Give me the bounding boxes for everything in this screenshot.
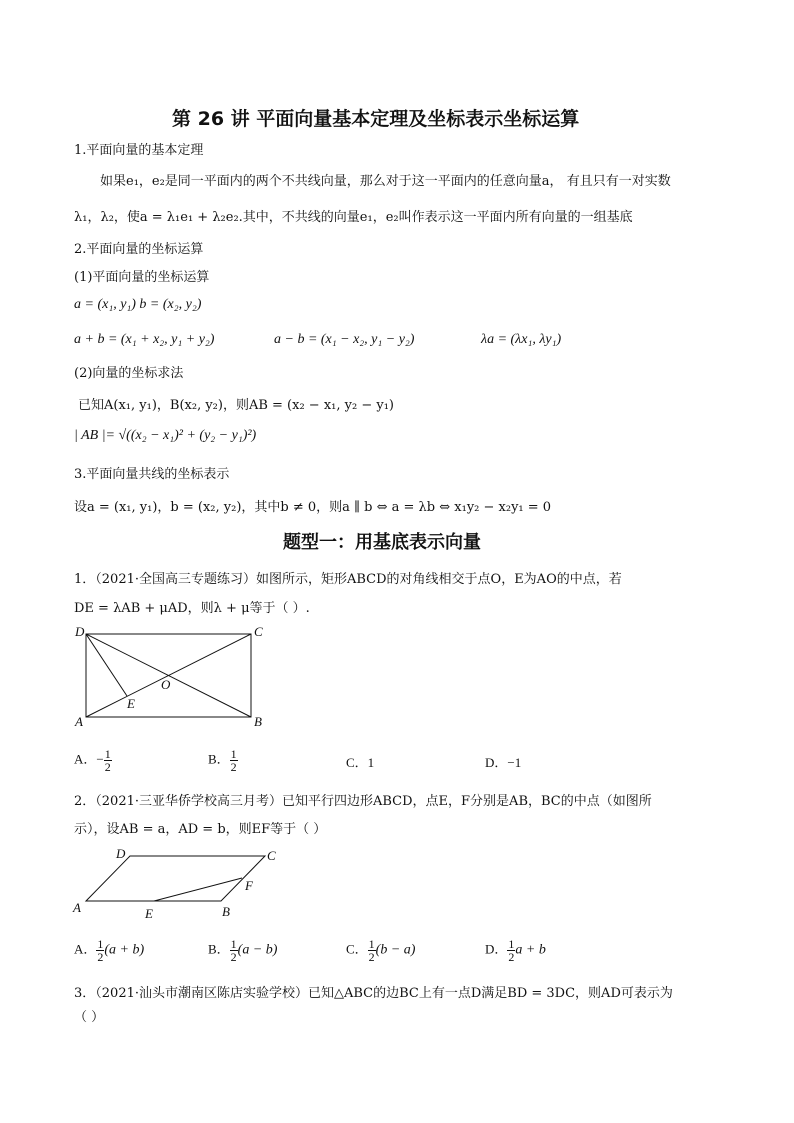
fig1-label-b: B [254, 714, 262, 729]
section-2-sub-1: (1)平面向量的坐标运算 [74, 270, 210, 285]
section-3-title: 3.平面向量共线的坐标表示 [74, 467, 230, 482]
fig1-label-e: E [127, 696, 135, 711]
fig2-label-d: D [116, 846, 126, 861]
fig1-label-c: C [254, 624, 263, 639]
formula-sum: a + b = (x₁ + x₂, y₁ + y₂) [74, 332, 215, 347]
q2-stem-line-1: 2．（2021·三亚华侨学校高三月考）已知平行四边形ABCD，点E，F分别是AB，BC的中点（如图所 [74, 794, 652, 809]
section-2-title: 2.平面向量的坐标运算 [74, 242, 204, 257]
q1-rectangle-figure [70, 622, 270, 732]
section-1-paragraph-line-2: λ₁，λ₂，使a = λ₁e₁ + λ₂e₂.其中，不共线的向量e₁，e₂叫作表示这一平面内所有向量的一组基底 [74, 210, 633, 225]
q2-option-d[interactable]: D． $\frac{1}{2}$ a + b [485, 937, 546, 964]
fig1-label-a: A [75, 714, 83, 729]
q2-option-c[interactable]: C． $\frac{1}{2}$ (b − a) [346, 937, 416, 964]
fig2-label-e: E [145, 906, 153, 921]
fig2-label-b: B [222, 904, 230, 919]
formula-scalar: λa = (λx₁, λy₁) [481, 332, 562, 347]
fig2-label-f: F [245, 878, 253, 893]
fig2-label-c: C [267, 848, 276, 863]
q1-stem-line-2: DE = λAB + μAD，则λ + μ等于（ ）. [74, 601, 310, 616]
q2-stem-line-2: 示），设AB = a，AD = b，则EF等于（ ） [74, 822, 327, 837]
formula-ab-coordinates: 已知A(x₁, y₁)，B(x₂, y₂)，则AB = (x₂ − x₁, y₂ − y₁) [78, 398, 394, 413]
section-1-paragraph-line-1: 如果e₁，e₂是同一平面内的两个不共线向量，那么对于这一平面内的任意向量a， 有且只有一对实数 [100, 174, 671, 189]
q2-parallelogram-figure [70, 842, 290, 922]
q3-stem-line-1: 3．（2021·汕头市潮南区陈店实验学校）已知△ABC的边BC上有一点D满足BD = 3DC，则AD可表示为 [74, 986, 673, 1001]
section-2-sub-2: (2)向量的坐标求法 [74, 366, 184, 381]
q1-option-b[interactable]: B． $\frac{1}{2}$ [208, 747, 237, 774]
formula-difference: a − b = (x₁ − x₂, y₁ − y₂) [274, 332, 415, 347]
formula-ab-length: | AB |= √((x₂ − x₁)² + (y₂ − y₁)²) [74, 428, 257, 443]
fig2-label-a: A [73, 900, 81, 915]
page-title: 第 26 讲 平面向量基本定理及坐标表示坐标运算 [172, 108, 580, 130]
q2-option-a[interactable]: A． $\frac{1}{2}$ (a + b) [74, 937, 145, 964]
fig1-label-d: D [75, 624, 85, 639]
q1-option-a[interactable]: A．− $\frac{1}{2}$ [74, 747, 111, 774]
q1-option-c[interactable]: C．1 [346, 755, 375, 770]
formula-vectors-ab: a = (x₁, y₁) b = (x₂, y₂) [74, 297, 202, 312]
q2-option-b[interactable]: B． $\frac{1}{2}$ (a − b) [208, 937, 278, 964]
type-title: 题型一：用基底表示向量 [283, 532, 481, 553]
q3-stem-line-2: （ ） [74, 1010, 105, 1025]
section-1-title: 1.平面向量的基本定理 [74, 143, 204, 158]
fig1-label-o: O [161, 677, 171, 692]
q1-option-d[interactable]: D．−1 [485, 755, 522, 770]
formula-collinear: 设a = (x₁, y₁)，b = (x₂, y₂)，其中b ≠ 0，则a ∥ b ⇔ a = λb ⇔ x₁y₂ − x₂y₁ = 0 [74, 500, 552, 515]
q1-stem-line-1: 1．（2021·全国高三专题练习）如图所示，矩形ABCD的对角线相交于点O，E为AO的中点，若 [74, 572, 622, 587]
